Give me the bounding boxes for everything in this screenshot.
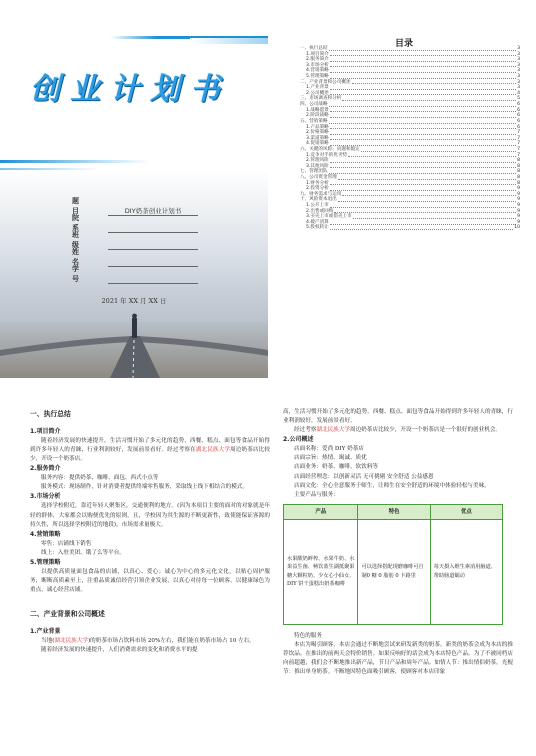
toc-leader-dots [330, 72, 516, 73]
toc-entry-text: 1.产业背景 [306, 85, 329, 91]
toc-page-number: 7 [517, 152, 520, 158]
highlight-text: 湖北民族大学 [195, 447, 231, 454]
toc-page-number: 3 [517, 68, 520, 74]
field-label: 班 级 [72, 231, 86, 249]
toc-leader-dots [330, 184, 516, 185]
toc-page-number: 8 [517, 175, 520, 180]
toc-entry-text: 2.服务简介 [306, 57, 329, 63]
toc-list [300, 46, 520, 231]
toc-page-number: 3 [517, 85, 520, 91]
toc-entry-text: 5.管理策略 [306, 74, 329, 80]
toc-page-number: 7 [517, 130, 520, 136]
paragraph: 选择学校附近，靠近年轻人聚集区，交通便利的地方。(因为本项目主要的面对的对象就是年轻的群体，大家都会以购便优先的原则，且，学校因为其生源的不断更新性，致使能保证客源的持久性，所以选择学校附近的地段)，市场需求量极大。 [30, 503, 270, 528]
toc-page-number: 6 [517, 118, 520, 124]
toc-entry-text: 3.买壳上市或借壳上市 [306, 214, 352, 220]
toc-entry-text: 六、关键的风险、问题和假定 [300, 146, 360, 152]
toc-leader-dots [330, 78, 516, 79]
paragraph: 零售：店铺线下销售 [41, 540, 92, 547]
toc-page-number: 7 [517, 141, 520, 147]
toc-page-number: 3 [517, 45, 520, 51]
toc-leader-dots [330, 128, 516, 129]
toc-leader-dots [330, 134, 516, 135]
toc-entry-text: 五、营销策略 [300, 118, 328, 124]
paragraph [30, 437, 270, 464]
toc-entry-text: 2.价格策略 [306, 130, 329, 136]
toc-leader-dots [330, 207, 516, 208]
toc-leader-dots [330, 111, 516, 112]
toc-leader-dots [330, 167, 516, 168]
toc-entry-text: 4.营销策略 [306, 68, 329, 74]
paragraph [30, 637, 270, 646]
toc-entry-text: 1.竞争对手的优劣势 [306, 152, 348, 158]
table-header: 优点 [430, 504, 502, 519]
toc-leader-dots [330, 66, 516, 67]
field-label: 院 系 [72, 214, 86, 232]
cover-accent-line [0, 160, 150, 163]
toc-entry-text: 2.投资分析 [306, 186, 329, 192]
toc-leader-dots [330, 229, 513, 230]
paragraph: 随着经济发展的快速提升，人们消费需求的变化和消费水平的提 [41, 647, 198, 654]
toc-entry-text: 2.管理风险 [306, 158, 329, 164]
toc-leader-dots [352, 83, 517, 84]
toc-page-number: 9 [517, 191, 520, 197]
toc-entry-text: 九、财务需求与运用 [300, 191, 342, 197]
table-cell: 水果酸奶鲜榨、水果牛奶、水果益生菌、畅饮蓝生湖抵聚果糖大颗粒奶、少女心小仙女、DIY 饼干蛋糕出奶茶咖啡 [284, 519, 358, 624]
toc-page-number: 9 [517, 186, 520, 192]
toc-page-number: 3 [517, 79, 520, 85]
toc-page-number: 7 [517, 135, 520, 141]
subsection-heading: 2.服务简介 [30, 465, 61, 473]
paragraph [283, 426, 513, 435]
overview-line: 主要产品与服务： [294, 491, 339, 498]
section-heading: 二、产业背景和公司概述 [30, 610, 105, 619]
field-label: 姓 名 [72, 248, 86, 266]
text-run: 随着经济发展的快速提升，生活习惯开始了多元化的趋势，西餐、糕点、面包等食品开始得到许多年轻人的青睐，行业利润较好，发展前景看好。经过考察在 [30, 438, 270, 454]
toc-entry-text: 1.产品策略 [306, 124, 329, 130]
toc-page-number: 8 [517, 158, 520, 164]
toc-entry-text: 3.其他风险 [306, 163, 329, 169]
toc-leader-dots [330, 224, 516, 225]
table-header: 特色 [358, 504, 430, 519]
text-run: 当地( [41, 638, 55, 645]
paragraph: 高，生活习惯开始了多元化的趋势，西餐、糕点、面包等食品开始得到许多年轻人的青睐，行业利润较好，发展前景看好。 [283, 409, 513, 425]
toc-page [272, 0, 536, 378]
toc-page-number: 3 [517, 62, 520, 68]
toc-entry-text: 1.财务分析 [306, 180, 329, 186]
overview-line: 店面经营理念：以创新灵活 无可挑剔 安全舒适 公益感恩 [294, 473, 434, 480]
toc-entry-text: 八、公司资金管理 [300, 175, 337, 180]
toc-leader-dots [330, 61, 516, 62]
subsection-heading: 1.项目简介 [30, 428, 61, 435]
toc-leader-dots [330, 117, 516, 118]
paragraph: 本店为喝引顾客，本店会通过不断地尝试来研发新类的奶茶。新类的奶茶会成为本店的推荐饮品。在推出的前两天会特价销售。如果反响好的话会成为本店特色产品。为了不被同档店向前超越，我们会不断地推出新产品，节日产品和周年产品。如情人节：推出情侣奶茶。光棍节：推出单身奶茶。不断地因特色面吸引顾客，使顾客对本店印象 [283, 641, 513, 676]
toc-leader-dots [330, 145, 516, 146]
toc-page-number: 9 [517, 203, 520, 209]
table-header-row [284, 504, 503, 519]
cover-page [0, 0, 268, 378]
text-run: )的奶茶市场占饮料市场 20%左右，我们能在奶茶市场占 10 左右。 [87, 638, 255, 645]
toc-entry-text: 一、执行总结 [300, 45, 328, 51]
crossroads-illustration [0, 300, 268, 378]
toc-entry-text: 二、产业背景和公司概述 [300, 79, 351, 85]
toc-leader-dots [330, 89, 516, 90]
toc-entry-text: 1.战略愿景 [306, 107, 329, 113]
field-value [108, 275, 198, 284]
toc-leader-dots [330, 162, 516, 163]
toc-leader-dots [342, 100, 516, 101]
field-label: 题 目 [72, 197, 86, 215]
subsection-heading: 1.产业背景 [30, 628, 61, 636]
subsection-heading: 2.公司概述 [283, 436, 314, 444]
toc-page-number: 9 [517, 208, 520, 214]
overview-line: 店面名称：爱尚 DIY 奶茶店 [294, 446, 364, 453]
paragraph: 服务内容：提供奶茶、咖啡、面包、西式小点等 [41, 475, 159, 482]
toc-page-number: 6 [517, 113, 520, 119]
toc-page-number: 4 [517, 90, 520, 96]
toc-leader-dots [342, 195, 516, 196]
subsection-heading: 4.营销策略 [30, 530, 61, 538]
paragraph: 线上：入驻美团、饿了么等平台。 [41, 549, 125, 556]
highlight-text: 湖北民族大学 [316, 427, 350, 434]
toc-page-number: 7 [517, 146, 520, 152]
toc-entry-text: 2.阶段战略 [306, 113, 329, 119]
toc-entry[interactable] [300, 226, 520, 232]
toc-leader-dots [361, 151, 516, 152]
table-header: 产品 [284, 504, 358, 519]
text-run: 周边奶茶店比较少，开设一个奶茶店是一个很好的创业机会。 [349, 427, 502, 434]
highlight-text: 湖北民族大学 [54, 638, 88, 645]
toc-page-number: 9 [517, 219, 520, 225]
text-run: 周边奶茶店比较少，开设一个奶茶店。 [30, 447, 270, 463]
toc-page-number: 8 [517, 163, 520, 169]
subsection-heading: 3.市场分析 [30, 493, 61, 501]
toc-leader-dots [338, 179, 516, 180]
toc-entry-text: 1.项目简介 [306, 51, 329, 57]
product-table [283, 504, 503, 625]
toc-page-number: 8 [517, 169, 520, 175]
toc-page-number: 3 [517, 51, 520, 57]
toc-leader-dots [330, 94, 516, 95]
toc-entry-text: 4.破产清算 [306, 219, 329, 225]
table-cell: 每天摄入维生素消用脑道、帮助肠道蠕动 [430, 519, 502, 624]
toc-entry-text: 十、风险资本退出 [300, 197, 337, 203]
toc-entry-text: 1.公开上市 [306, 203, 329, 209]
toc-leader-dots [338, 201, 516, 202]
toc-page-number: 10 [514, 225, 520, 231]
toc-page-number: 3 [517, 74, 520, 80]
body-page-1 [30, 408, 270, 756]
subsection-heading: 5.管理策略 [30, 558, 61, 566]
toc-page-number: 6 [517, 102, 520, 108]
toc-page-number: 8 [517, 180, 520, 186]
toc-title: 目录 [394, 39, 413, 49]
text-run: 经过考察 [294, 427, 317, 434]
toc-entry-text: 三、市场调查和分析 [300, 96, 342, 102]
field-label: 学 号 [72, 265, 86, 283]
body-page-2 [283, 408, 513, 756]
field-value: DIY奶茶创业计划书 [108, 206, 198, 216]
toc-page-number: 9 [517, 197, 520, 203]
toc-leader-dots [348, 156, 516, 157]
toc-leader-dots [353, 218, 516, 219]
toc-leader-dots [330, 190, 516, 191]
toc-leader-dots [329, 123, 516, 124]
toc-entry-text: 3.市场分析 [306, 62, 329, 68]
cover-accent-line [0, 168, 100, 170]
table-cell: 可以选择搭配现磨咖啡可自制0 糖 0 脂肪 0 卡路里 [358, 519, 430, 624]
toc-entry-text: 四、公司战略 [300, 102, 328, 108]
paragraph: 特色的服务 [294, 632, 322, 639]
toc-page-number: 6 [517, 124, 520, 130]
toc-page-number: 3 [517, 57, 520, 63]
overview-line: 店面文化：全心全意服务于师生，让师生在安全舒适的环境中体验轻松与美味。 [294, 482, 490, 489]
section-heading: 一、执行总结 [30, 410, 71, 418]
toc-leader-dots [334, 212, 516, 213]
toc-entry-text: 2.公司概述 [306, 90, 329, 96]
cover-field-student-id [72, 264, 198, 284]
toc-leader-dots [329, 173, 516, 174]
paragraph: 服务模式：现场制作，针对消费者提供终端零售服务，采取线上线下相结合的模式。 [41, 484, 248, 491]
toc-page-number: 5 [517, 96, 520, 102]
toc-entry-text: 2.出售或回购 [306, 208, 334, 214]
toc-entry-text: 5.股权转让 [306, 225, 329, 231]
cover-title: 创业计划书 [30, 72, 230, 107]
overview-line: 店面业务：奶茶、咖啡、软饮料等 [294, 464, 378, 471]
cover-date: 2021 年 XX 月 XX 日 [101, 297, 167, 305]
toc-entry-text: 七、管理团队 [300, 169, 328, 175]
toc-entry-text: 3.渠道策略 [306, 135, 329, 141]
paragraph: 以提供高质量面包食品的店铺，以真心、爱心；诚心为中心的多元化文化，以贴心周护服务，断断高质素至上，注重品质诚信经营引领企业发展，以真心对待每一位顾客，以健康绿色为重点，诚心经营店铺。 [30, 568, 270, 594]
cover-accent-bar [190, 38, 268, 44]
toc-entry-text: 4.促销策略 [306, 141, 329, 147]
overview-line: 店面宗旨：热情、竭诚、质优 [294, 455, 367, 462]
table-row [284, 519, 503, 624]
toc-leader-dots [329, 50, 516, 51]
toc-leader-dots [330, 55, 516, 56]
toc-page-number: 9 [517, 214, 520, 220]
toc-leader-dots [330, 139, 516, 140]
toc-leader-dots [329, 106, 516, 107]
toc-page-number: 6 [517, 107, 520, 113]
